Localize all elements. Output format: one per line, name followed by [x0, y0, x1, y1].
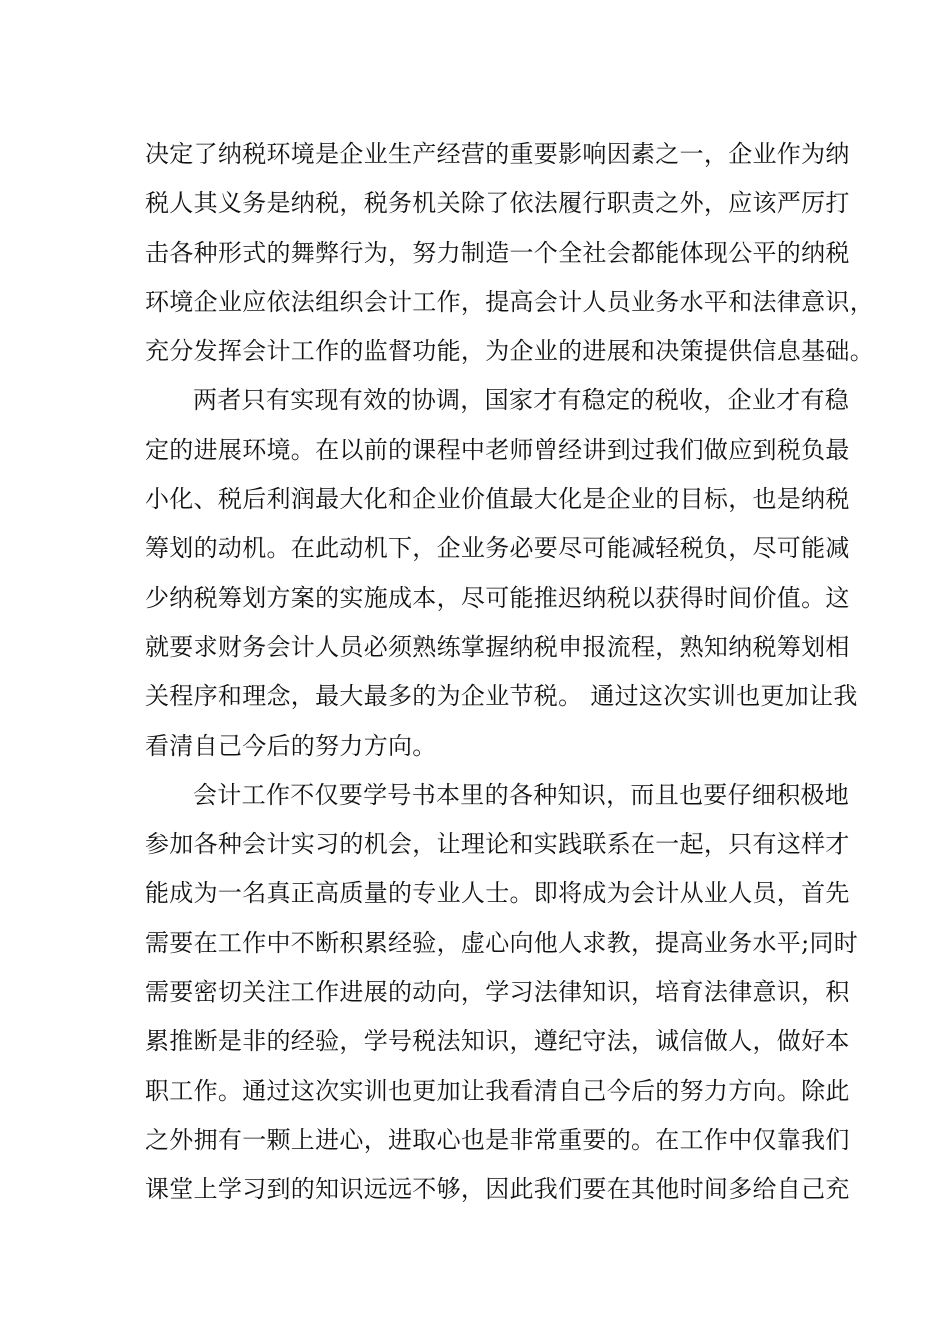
text-line: 关程序和理念，最大最多的为企业节税。 通过这次实训也更加让我: [145, 682, 858, 711]
text-line: 之外拥有一颗上进心，进取心也是非常重要的。在工作中仅靠我们: [145, 1125, 850, 1154]
text-line: 职工作。通过这次实训也更加让我看清自己今后的努力方向。除此: [145, 1076, 850, 1105]
text-line: 小化、税后利润最大化和企业价值最大化是企业的目标，也是纳税: [145, 485, 850, 514]
text-line: 环境企业应依法组织会计工作，提高会计人员业务水平和法律意识，: [145, 287, 874, 316]
text-line: 看清自己今后的努力方向。: [145, 731, 437, 760]
text-line: 课堂上学习到的知识远远不够，因此我们要在其他时间多给自己充: [145, 1175, 850, 1204]
text-line: 决定了纳税环境是企业生产经营的重要影响因素之一，企业作为纳: [145, 140, 850, 168]
text-line: 就要求财务会计人员必须熟练掌握纳税申报流程，熟知纳税筹划相: [145, 632, 850, 661]
text-line: 累推断是非的经验，学号税法知识，遵纪守法，诚信做人，做好本: [145, 1027, 850, 1056]
text-line: 税人其义务是纳税，税务机关除了依法履行职责之外，应该严厉打: [145, 189, 850, 218]
paragraph-first-line: 会计工作不仅要学号书本里的各种知识，而且也要仔细积极地: [193, 780, 850, 809]
text-line: 少纳税筹划方案的实施成本，尽可能推迟纳税以获得时间价值。这: [145, 583, 850, 612]
paragraph-first-line: 两者只有实现有效的协调，国家才有稳定的税收，企业才有稳: [193, 386, 850, 415]
text-line: 筹划的动机。在此动机下，企业务必要尽可能减轻税负，尽可能减: [145, 534, 850, 563]
text-line: 需要在工作中不断积累经验，虚心向他人求教，提高业务水平;同时: [145, 928, 859, 957]
text-line: 击各种形式的舞弊行为，努力制造一个全社会都能体现公平的纳税: [145, 238, 850, 267]
text-line: 能成为一名真正高质量的专业人士。即将成为会计从业人员，首先: [145, 879, 850, 908]
text-line: 需要密切关注工作进展的动向，学习法律知识，培育法律意识，积: [145, 978, 850, 1007]
text-line: 定的进展环境。在以前的课程中老师曾经讲到过我们做应到税负最: [145, 435, 850, 464]
text-line: 参加各种会计实习的机会，让理论和实践联系在一起，只有这样才: [145, 830, 850, 859]
text-line: 充分发挥会计工作的监督功能，为企业的进展和决策提供信息基础。: [145, 337, 874, 366]
